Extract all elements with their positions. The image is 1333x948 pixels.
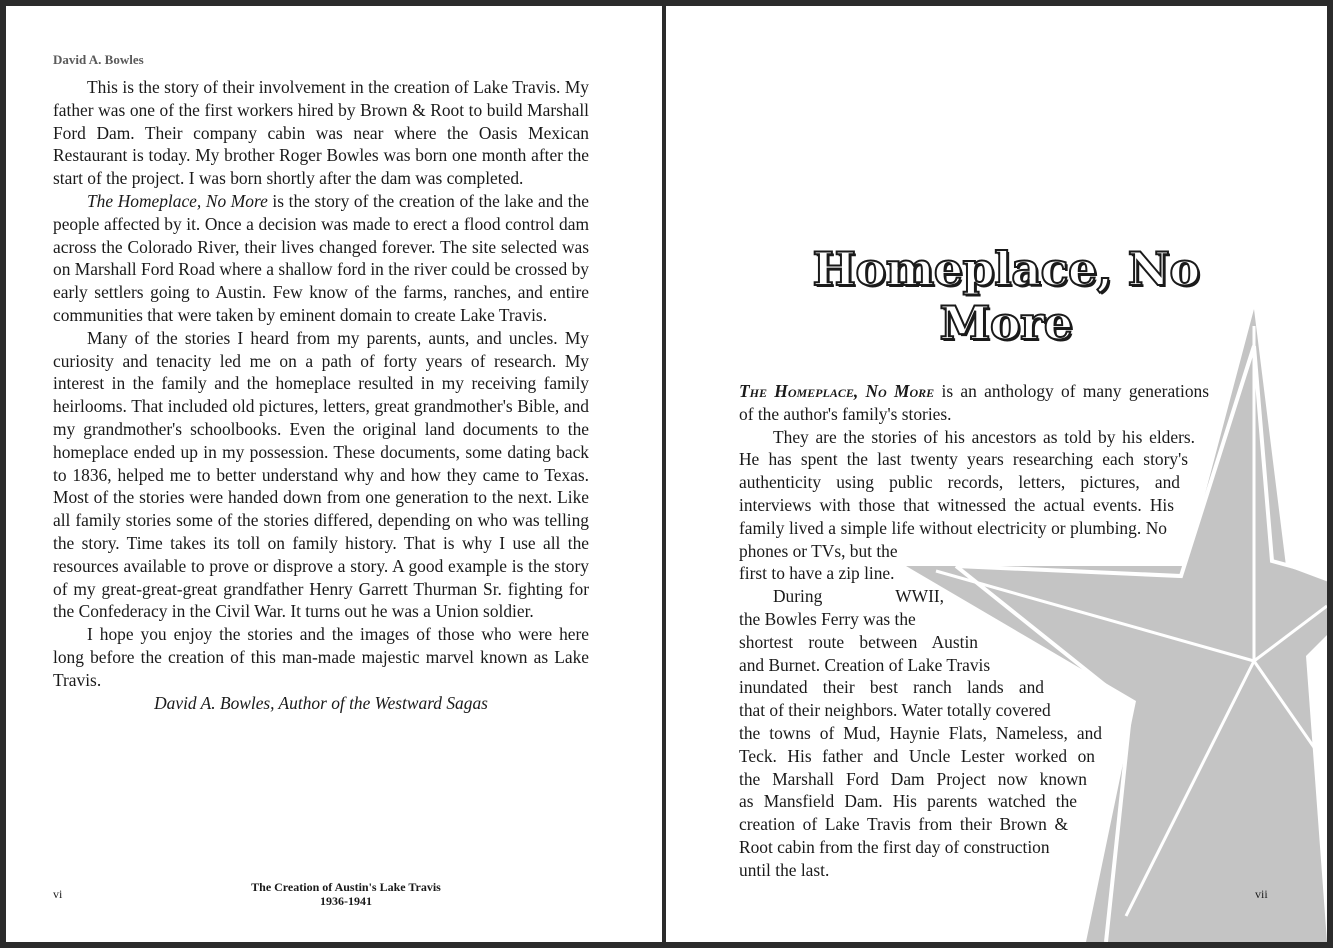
- intro-line: authenticity using public records, letters, pictures, and: [739, 472, 1180, 493]
- intro-line: shortest route between Austin: [739, 631, 978, 652]
- intro-line: He has spent the last twenty years researching each story's: [739, 449, 1188, 470]
- right-page: [666, 6, 1327, 942]
- intro-line: that of their neighbors. Water totally covered: [739, 700, 1051, 721]
- intro-line: the towns of Mud, Haynie Flats, Nameless, and: [739, 722, 1102, 743]
- intro-text: [739, 380, 1209, 882]
- footer-book-title: [196, 880, 496, 908]
- intro-line: During WWII,: [773, 586, 944, 607]
- chapter-title: Homeplace, No More: [812, 242, 1200, 350]
- intro-line: Root cabin from the first day of construction: [739, 836, 1050, 857]
- intro-line: phones or TVs, but the: [739, 540, 898, 561]
- paragraph-3: Many of the stories I heard from my parents, aunts, and uncles. My curiosity and tenacity led me on a path of forty years of research. My interest in the family and the homeplace resulted in my receiving family heirlooms. That included old pictures, letters, great grandmother's Bible, and my grandmother's schoolbooks. Even the original land documents to the homeplace ended up in my possession. These documents, some dating back to 1836, helped me to better understand why and how they came to Texas. Most of the stories were handed down from one generation to the next. Like all family stories some of the stories differed, depending on who was telling the story. Time takes its toll on family history. That is why I use all the resources available to prove or disprove a story. A good example is the story of my great-great-great grandfather Henry Garrett Thurman Sr. fighting for the Confederacy in the Civil War. It turns out he was a Union soldier.: [53, 327, 589, 622]
- intro-line: the Bowles Ferry was the: [739, 608, 916, 629]
- intro-line: creation of Lake Travis from their Brown &: [739, 814, 1068, 835]
- intro-line: as Mansfield Dam. His parents watched the: [739, 791, 1077, 812]
- intro-line: family lived a simple life without electricity or plumbing. No: [739, 517, 1167, 538]
- intro-line: They are the stories of his ancestors as told by his elders.: [773, 426, 1195, 447]
- paragraph-1: This is the story of their involvement in the creation of Lake Travis. My father was one of the first workers hired by Brown & Root to build Marshall Ford Dam. Their company cabin was near where the Oasis Mexican Restaurant is today. My brother Roger Bowles was born one month after the start of the project. I was born shortly after the dam was completed.: [53, 77, 589, 189]
- left-page: [6, 6, 662, 942]
- page-number-left: vi: [53, 887, 63, 901]
- intro-line: inundated their best ranch lands and: [739, 677, 1044, 698]
- book-title-italic: The Homeplace, No More: [87, 190, 268, 211]
- footer-title-line-2: 1936-1941: [320, 894, 372, 908]
- intro-line: until the last.: [739, 859, 830, 880]
- running-head: David A. Bowles: [53, 52, 144, 67]
- left-body-text: [53, 76, 589, 714]
- paragraph-2: [53, 190, 589, 327]
- intro-book-title: The Homeplace, No More: [739, 381, 935, 401]
- footer-title-line-1: The Creation of Austin's Lake Travis: [251, 880, 441, 894]
- intro-line: Teck. His father and Uncle Lester worked on: [739, 745, 1095, 766]
- intro-line: of the author's family's stories.: [739, 403, 952, 424]
- intro-line: interviews with those that witnessed the actual events. His: [739, 494, 1174, 515]
- intro-line: and Burnet. Creation of Lake Travis: [739, 654, 991, 675]
- paragraph-4: I hope you enjoy the stories and the images of those who were here long before the creation of this man-made majestic marvel known as Lake Travis.: [53, 624, 589, 690]
- intro-line: first to have a zip line.: [739, 563, 895, 584]
- intro-line: the Marshall Ford Dam Project now known: [739, 768, 1087, 789]
- page-number-right: vii: [1255, 887, 1268, 901]
- intro-line: The Homeplace, No More is an anthology of many generations: [739, 381, 1209, 401]
- paragraph-2-text: is the story of the creation of the lake and the people affected by it. Once a decision was made to erect a flood control dam across the Colorado River, their lives changed forever. The site selected was on Marshall Ford Road where a shallow ford in the river could be crossed by early settlers going to Austin. Few know of the farms, ranches, and entire communities that were taken by eminent domain to create Lake Travis.: [53, 190, 589, 325]
- signature: David A. Bowles, Author of the Westward Sagas: [154, 692, 488, 713]
